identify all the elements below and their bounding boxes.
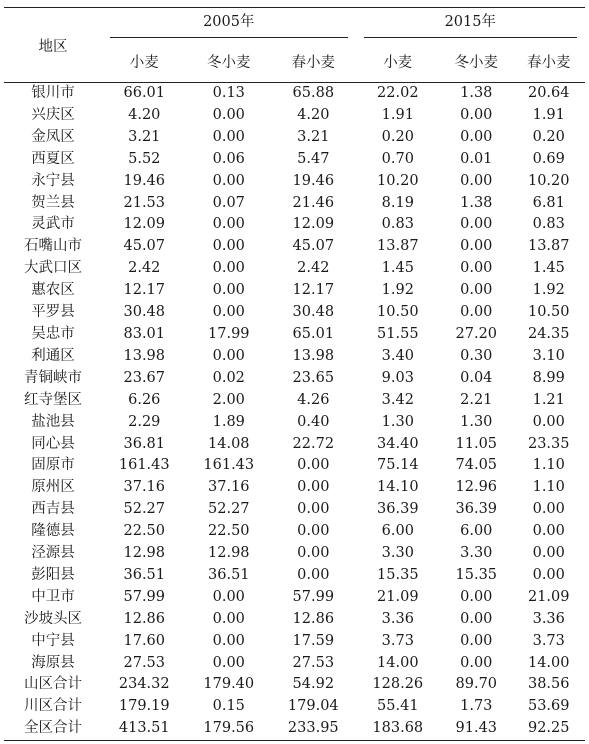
spring-wheat-2015-cell: 13.87 — [527, 238, 570, 255]
wheat-2015-cell: 3.30 — [381, 545, 414, 562]
spring-wheat-2015-cell: 1.10 — [532, 457, 565, 474]
region-cell: 西夏区 — [31, 150, 75, 167]
winter-wheat-2005-cell: 0.00 — [212, 304, 245, 321]
wheat-2015-cell: 3.73 — [381, 632, 414, 649]
spring-wheat-2005-cell: 0.00 — [297, 479, 330, 496]
wheat-2005-cell: 12.98 — [123, 545, 166, 562]
winter-wheat-2005-cell: 52.27 — [208, 501, 250, 518]
wheat-2005-cell: 2.29 — [128, 413, 161, 430]
region-cell: 彭阳县 — [31, 566, 75, 583]
wheat-2015-cell: 3.42 — [381, 391, 414, 408]
winter-wheat-2005-cell: 0.00 — [212, 260, 245, 277]
table-row — [4, 390, 585, 412]
winter-wheat-2015-cell: 0.00 — [460, 216, 493, 233]
winter-wheat-2015-cell: 0.00 — [460, 632, 493, 649]
col-header-2015-spring-wheat: 春小麦 — [527, 54, 571, 71]
table-row — [4, 280, 585, 302]
winter-wheat-2005-cell: 17.99 — [208, 325, 250, 342]
winter-wheat-2005-cell: 0.15 — [212, 698, 245, 715]
spring-wheat-2015-cell: 1.91 — [532, 106, 565, 123]
winter-wheat-2015-cell: 0.00 — [460, 128, 493, 145]
region-cell: 泾源县 — [31, 545, 75, 562]
region-cell: 固原市 — [31, 457, 75, 474]
region-header: 地区 — [38, 38, 68, 55]
col-header-2005-spring-wheat: 春小麦 — [291, 54, 336, 71]
spring-wheat-2015-cell: 3.73 — [532, 632, 565, 649]
spring-wheat-2015-cell: 14.00 — [527, 654, 570, 671]
winter-wheat-2005-cell: 36.51 — [208, 566, 250, 583]
winter-wheat-2005-cell: 0.13 — [212, 85, 245, 101]
wheat-2005-cell: 179.19 — [118, 698, 170, 715]
wheat-2005-cell: 45.07 — [123, 238, 166, 255]
spring-wheat-2005-cell: 4.26 — [297, 391, 330, 408]
wheat-2005-cell: 161.43 — [118, 457, 170, 474]
table-row — [4, 412, 585, 434]
wheat-2015-cell: 75.14 — [377, 457, 419, 474]
winter-wheat-2015-cell: 1.30 — [460, 413, 493, 430]
wheat-2015-cell: 51.55 — [377, 325, 419, 342]
wheat-2015-cell: 128.26 — [372, 676, 424, 693]
spring-wheat-2015-cell: 1.21 — [532, 391, 565, 408]
wheat-2005-cell: 413.51 — [118, 720, 170, 737]
spring-wheat-2015-cell: 0.00 — [532, 566, 565, 583]
region-cell: 大武口区 — [24, 260, 82, 277]
spring-wheat-2005-cell: 27.53 — [292, 654, 335, 671]
region-cell: 银川市 — [31, 85, 75, 101]
region-cell: 海原县 — [31, 654, 75, 671]
region-cell: 原州区 — [31, 479, 75, 496]
spring-wheat-2005-cell: 0.00 — [297, 523, 330, 540]
wheat-2015-cell: 0.83 — [381, 216, 414, 233]
wheat-2005-cell: 57.99 — [123, 588, 166, 605]
spring-wheat-2015-cell: 38.56 — [527, 676, 570, 693]
winter-wheat-2005-cell: 22.50 — [208, 523, 250, 540]
wheat-2015-cell: 6.00 — [381, 523, 414, 540]
winter-wheat-2005-cell: 1.89 — [212, 413, 245, 430]
winter-wheat-2005-cell: 0.00 — [212, 347, 245, 364]
spring-wheat-2015-cell: 92.25 — [527, 720, 570, 737]
winter-wheat-2005-cell: 0.06 — [212, 150, 245, 167]
spring-wheat-2005-cell: 0.00 — [297, 501, 330, 518]
wheat-2015-cell: 9.03 — [381, 369, 414, 386]
table-row — [4, 696, 585, 718]
wheat-2015-cell: 0.70 — [381, 150, 414, 167]
winter-wheat-2015-cell: 1.38 — [460, 194, 493, 211]
spring-wheat-2005-cell: 5.47 — [297, 150, 330, 167]
winter-wheat-2005-cell: 179.56 — [203, 720, 255, 737]
winter-wheat-2005-cell: 0.00 — [212, 238, 245, 255]
col-header-2005-wheat: 小麦 — [129, 54, 159, 71]
wheat-area-table — [4, 7, 585, 741]
spring-wheat-2005-cell: 30.48 — [292, 304, 335, 321]
spring-wheat-2005-cell: 0.40 — [297, 413, 330, 430]
table-row — [4, 368, 585, 390]
winter-wheat-2015-cell: 0.00 — [460, 260, 493, 277]
table-row — [4, 149, 585, 171]
spring-wheat-2005-cell: 12.09 — [292, 216, 335, 233]
wheat-2005-cell: 4.20 — [128, 106, 161, 123]
spring-wheat-2005-cell: 0.00 — [297, 545, 330, 562]
wheat-2005-cell: 13.98 — [123, 347, 166, 364]
region-cell: 隆德县 — [31, 523, 75, 540]
header-row-years — [4, 8, 585, 41]
region-cell: 灵武市 — [31, 216, 75, 233]
wheat-2005-cell: 30.48 — [123, 304, 166, 321]
winter-wheat-2015-cell: 0.00 — [460, 588, 493, 605]
winter-wheat-2005-cell: 37.16 — [208, 479, 250, 496]
wheat-2015-cell: 1.92 — [381, 282, 414, 299]
wheat-2005-cell: 12.86 — [123, 610, 166, 627]
table-row — [4, 631, 585, 653]
winter-wheat-2015-cell: 89.70 — [455, 676, 498, 693]
spring-wheat-2015-cell: 8.99 — [532, 369, 565, 386]
spring-wheat-2015-cell: 23.35 — [527, 435, 570, 452]
table-header — [4, 8, 585, 83]
spring-wheat-2005-cell: 0.00 — [297, 457, 330, 474]
winter-wheat-2005-cell: 0.00 — [212, 106, 245, 123]
wheat-2005-cell: 17.60 — [123, 632, 166, 649]
winter-wheat-2015-cell: 91.43 — [455, 720, 498, 737]
table-row — [4, 499, 585, 521]
wheat-2015-cell: 55.41 — [377, 698, 419, 715]
spring-wheat-2005-cell: 65.88 — [292, 85, 335, 101]
spring-wheat-2005-cell: 0.00 — [297, 566, 330, 583]
region-cell: 青铜峡市 — [24, 369, 82, 386]
wheat-2005-cell: 27.53 — [123, 654, 166, 671]
winter-wheat-2005-cell: 2.00 — [212, 391, 245, 408]
winter-wheat-2005-cell: 0.00 — [212, 632, 245, 649]
winter-wheat-2015-cell: 0.01 — [460, 150, 493, 167]
winter-wheat-2005-cell: 0.00 — [212, 610, 245, 627]
winter-wheat-2005-cell: 0.00 — [212, 216, 245, 233]
winter-wheat-2015-cell: 3.30 — [460, 545, 493, 562]
table-row — [4, 346, 585, 368]
region-cell: 川区合计 — [24, 698, 82, 715]
region-cell: 永宁县 — [31, 172, 75, 189]
region-cell: 吴忠市 — [31, 325, 75, 342]
winter-wheat-2005-cell: 179.40 — [203, 676, 255, 693]
region-cell: 中卫市 — [31, 588, 75, 605]
winter-wheat-2015-cell: 15.35 — [455, 566, 498, 583]
wheat-2005-cell: 21.53 — [123, 194, 166, 211]
winter-wheat-2005-cell: 0.00 — [212, 172, 245, 189]
winter-wheat-2015-cell: 11.05 — [455, 435, 498, 452]
spring-wheat-2005-cell: 2.42 — [297, 260, 330, 277]
wheat-2005-cell: 36.51 — [123, 566, 166, 583]
table-row — [4, 171, 585, 193]
winter-wheat-2015-cell: 0.00 — [460, 304, 493, 321]
spring-wheat-2015-cell: 53.69 — [527, 698, 570, 715]
wheat-2005-cell: 12.17 — [123, 282, 166, 299]
winter-wheat-2015-cell: 12.96 — [455, 479, 498, 496]
wheat-2005-cell: 2.42 — [128, 260, 161, 277]
wheat-2005-cell: 22.50 — [123, 523, 166, 540]
winter-wheat-2005-cell: 0.00 — [212, 654, 245, 671]
spring-wheat-2005-cell: 19.46 — [292, 172, 335, 189]
year-2005-label: 2005年 — [110, 10, 348, 38]
col-header-2015-wheat: 小麦 — [383, 54, 413, 71]
winter-wheat-2005-cell: 0.00 — [212, 128, 245, 145]
region-cell: 贺兰县 — [31, 194, 75, 211]
wheat-2005-cell: 36.81 — [123, 435, 166, 452]
table-row — [4, 653, 585, 675]
region-cell: 平罗县 — [31, 304, 75, 321]
spring-wheat-2005-cell: 23.65 — [292, 369, 335, 386]
wheat-2015-cell: 36.39 — [377, 501, 419, 518]
wheat-2005-cell: 37.16 — [123, 479, 166, 496]
spring-wheat-2015-cell: 1.92 — [532, 282, 565, 299]
wheat-2015-cell: 13.87 — [377, 238, 419, 255]
spring-wheat-2015-cell: 0.83 — [532, 216, 565, 233]
spring-wheat-2015-cell: 1.10 — [532, 479, 565, 496]
wheat-2015-cell: 34.40 — [377, 435, 419, 452]
spring-wheat-2005-cell: 17.59 — [292, 632, 335, 649]
wheat-2005-cell: 83.01 — [123, 325, 166, 342]
wheat-2015-cell: 0.20 — [381, 128, 414, 145]
table-row — [4, 127, 585, 149]
spring-wheat-2015-cell: 0.00 — [532, 545, 565, 562]
table-row — [4, 193, 585, 215]
wheat-2005-cell: 234.32 — [118, 676, 170, 693]
wheat-2015-cell: 1.45 — [381, 260, 414, 277]
spring-wheat-2005-cell: 179.04 — [287, 698, 339, 715]
table-row — [4, 609, 585, 631]
wheat-2005-cell: 66.01 — [123, 85, 166, 101]
winter-wheat-2015-cell: 0.00 — [460, 610, 493, 627]
spring-wheat-2015-cell: 20.64 — [527, 85, 570, 101]
spring-wheat-2005-cell: 12.86 — [292, 610, 335, 627]
table-row — [4, 565, 585, 587]
col-header-2005-winter-wheat: 冬小麦 — [207, 54, 251, 71]
spring-wheat-2015-cell: 0.00 — [532, 523, 565, 540]
winter-wheat-2015-cell: 0.00 — [460, 654, 493, 671]
wheat-2005-cell: 3.21 — [128, 128, 161, 145]
region-cell: 中宁县 — [31, 632, 75, 649]
spring-wheat-2005-cell: 54.92 — [292, 676, 335, 693]
region-cell: 红寺堡区 — [24, 391, 82, 408]
winter-wheat-2015-cell: 27.20 — [455, 325, 498, 342]
wheat-2015-cell: 3.36 — [381, 610, 414, 627]
spring-wheat-2015-cell: 10.50 — [527, 304, 570, 321]
wheat-2015-cell: 183.68 — [372, 720, 424, 737]
spring-wheat-2015-cell: 0.00 — [532, 413, 565, 430]
spring-wheat-2015-cell: 21.09 — [527, 588, 570, 605]
table-row — [4, 105, 585, 127]
winter-wheat-2015-cell: 0.04 — [460, 369, 493, 386]
winter-wheat-2015-cell: 1.38 — [460, 85, 493, 101]
wheat-2015-cell: 14.10 — [377, 479, 419, 496]
winter-wheat-2015-cell: 0.30 — [460, 347, 493, 364]
table-row — [4, 236, 585, 258]
year-2005-header — [102, 8, 356, 41]
winter-wheat-2005-cell: 0.07 — [212, 194, 245, 211]
winter-wheat-2015-cell: 36.39 — [455, 501, 498, 518]
table-row — [4, 214, 585, 236]
winter-wheat-2005-cell: 0.00 — [212, 588, 245, 605]
region-cell: 金凤区 — [31, 128, 75, 145]
wheat-2015-cell: 15.35 — [377, 566, 419, 583]
region-cell: 石嘴山市 — [24, 238, 82, 255]
winter-wheat-2015-cell: 0.00 — [460, 282, 493, 299]
wheat-2005-cell: 23.67 — [123, 369, 166, 386]
winter-wheat-2005-cell: 14.08 — [208, 435, 250, 452]
region-cell: 惠农区 — [31, 282, 75, 299]
wheat-2015-cell: 10.50 — [377, 304, 419, 321]
region-cell: 同心县 — [31, 435, 75, 452]
table-row — [4, 521, 585, 543]
spring-wheat-2005-cell: 22.72 — [292, 435, 335, 452]
col-header-2015-winter-wheat: 冬小麦 — [454, 54, 499, 71]
wheat-2015-cell: 10.20 — [377, 172, 419, 189]
winter-wheat-2015-cell: 6.00 — [460, 523, 493, 540]
spring-wheat-2005-cell: 233.95 — [287, 720, 339, 737]
winter-wheat-2015-cell: 0.00 — [460, 238, 493, 255]
year-2015-header — [356, 8, 585, 41]
spring-wheat-2015-cell: 10.20 — [527, 172, 570, 189]
table-row — [4, 477, 585, 499]
table-row — [4, 543, 585, 565]
region-cell: 兴庆区 — [31, 106, 75, 123]
spring-wheat-2005-cell: 3.21 — [297, 128, 330, 145]
wheat-2015-cell: 1.30 — [381, 413, 414, 430]
spring-wheat-2015-cell: 6.81 — [532, 194, 565, 211]
year-2015-label: 2015年 — [364, 10, 577, 38]
wheat-2005-cell: 12.09 — [123, 216, 166, 233]
winter-wheat-2005-cell: 0.02 — [212, 369, 245, 386]
region-cell: 利通区 — [31, 347, 75, 364]
spring-wheat-2005-cell: 21.46 — [292, 194, 335, 211]
spring-wheat-2015-cell: 3.36 — [532, 610, 565, 627]
winter-wheat-2015-cell: 74.05 — [455, 457, 498, 474]
winter-wheat-2015-cell: 0.00 — [460, 172, 493, 189]
wheat-2015-cell: 8.19 — [381, 194, 414, 211]
spring-wheat-2005-cell: 45.07 — [292, 238, 335, 255]
winter-wheat-2005-cell: 12.98 — [208, 545, 250, 562]
wheat-2015-cell: 3.40 — [381, 347, 414, 364]
winter-wheat-2005-cell: 161.43 — [203, 457, 255, 474]
table-body — [4, 83, 585, 741]
wheat-2005-cell: 52.27 — [123, 501, 166, 518]
table-row — [4, 674, 585, 696]
spring-wheat-2015-cell: 0.20 — [532, 128, 565, 145]
spring-wheat-2015-cell: 0.00 — [532, 501, 565, 518]
wheat-2005-cell: 5.52 — [128, 150, 161, 167]
table-row — [4, 718, 585, 740]
winter-wheat-2015-cell: 1.73 — [460, 698, 493, 715]
spring-wheat-2005-cell: 13.98 — [292, 347, 335, 364]
wheat-2015-cell: 1.91 — [381, 106, 414, 123]
table-row — [4, 324, 585, 346]
table-row — [4, 302, 585, 324]
spring-wheat-2015-cell: 1.45 — [532, 260, 565, 277]
region-cell: 西吉县 — [31, 501, 75, 518]
region-cell: 盐池县 — [31, 413, 75, 430]
wheat-2015-cell: 14.00 — [377, 654, 419, 671]
wheat-2005-cell: 19.46 — [123, 172, 166, 189]
winter-wheat-2015-cell: 2.21 — [460, 391, 493, 408]
spring-wheat-2015-cell: 24.35 — [527, 325, 570, 342]
spring-wheat-2005-cell: 12.17 — [292, 282, 335, 299]
spring-wheat-2005-cell: 57.99 — [292, 588, 335, 605]
table-row — [4, 587, 585, 609]
table-row — [4, 434, 585, 456]
spring-wheat-2005-cell: 65.01 — [292, 325, 335, 342]
region-cell: 沙坡头区 — [24, 610, 82, 627]
spring-wheat-2015-cell: 3.10 — [532, 347, 565, 364]
table-row — [4, 258, 585, 280]
wheat-2005-cell: 6.26 — [128, 391, 161, 408]
spring-wheat-2005-cell: 4.20 — [297, 106, 330, 123]
wheat-2015-cell: 22.02 — [377, 85, 419, 101]
table-row — [4, 455, 585, 477]
winter-wheat-2015-cell: 0.00 — [460, 106, 493, 123]
region-cell: 山区合计 — [24, 676, 82, 693]
winter-wheat-2005-cell: 0.00 — [212, 282, 245, 299]
wheat-2015-cell: 21.09 — [377, 588, 419, 605]
region-cell: 全区合计 — [24, 720, 82, 737]
table-row — [4, 83, 585, 105]
spring-wheat-2015-cell: 0.69 — [532, 150, 565, 167]
